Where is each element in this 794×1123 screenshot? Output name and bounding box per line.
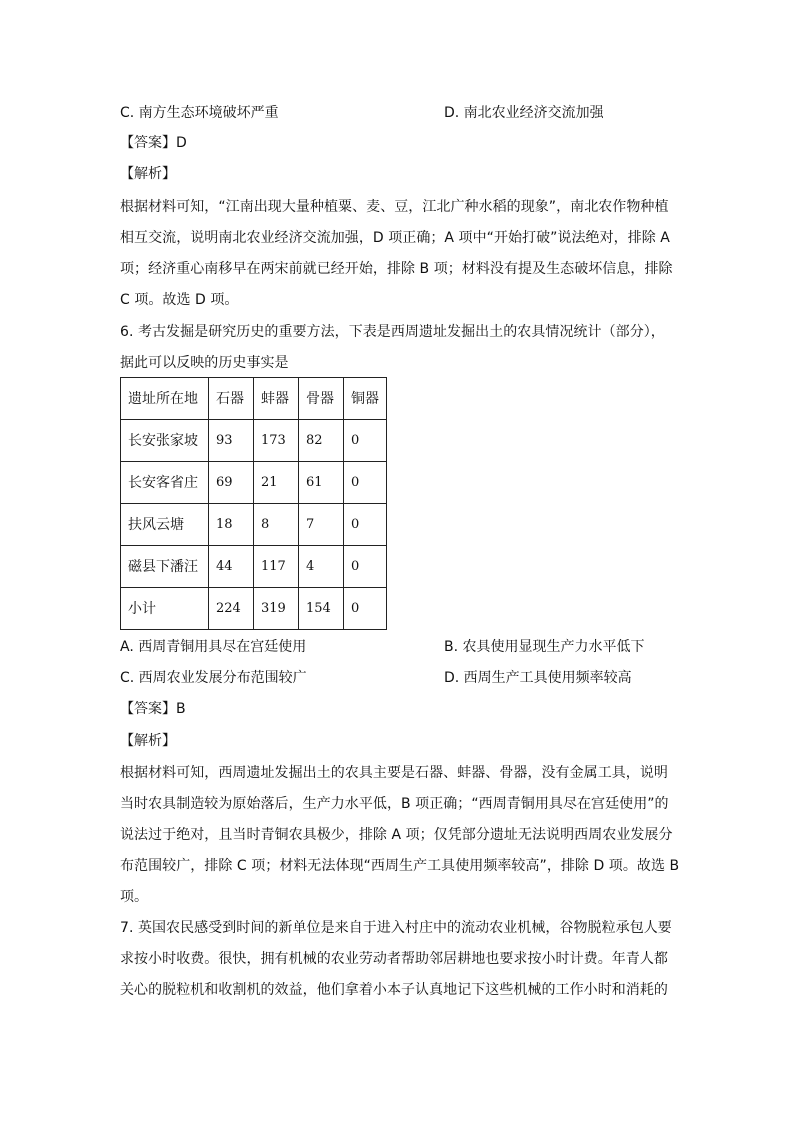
- q5-analysis-label: 【解析】: [120, 166, 176, 182]
- q6-option-d: D. 西周生产工具使用频率较高: [444, 670, 632, 686]
- table-cell: 18: [209, 504, 254, 546]
- table-cell: 长安张家坡: [121, 420, 209, 462]
- table-cell: 69: [209, 462, 254, 504]
- farm-tools-table: [120, 377, 387, 630]
- table-cell: 82: [299, 420, 344, 462]
- table-cell: 长安客省庄: [121, 462, 209, 504]
- table-cell: 0: [344, 420, 387, 462]
- table-row: [121, 504, 387, 546]
- q6-analysis-line: 根据材料可知，西周遗址发掘出土的农具主要是石器、蚌器、骨器，没有金属工具，说明: [120, 765, 668, 781]
- table-cell: 0: [344, 504, 387, 546]
- q6-stem-line: 6. 考古发掘是研究历史的重要方法，下表是西周遗址发掘出土的农具情况统计（部分），: [120, 324, 665, 340]
- table-row: [121, 546, 387, 588]
- table-row: [121, 420, 387, 462]
- table-header-cell: 遗址所在地: [121, 378, 209, 420]
- q6-analysis-line: 当时农具制造较为原始落后，生产力水平低，B 项正确；“西周青铜用具尽在宫廷使用”的: [120, 796, 669, 812]
- table-cell: 224: [209, 588, 254, 630]
- table-header-cell: 石器: [209, 378, 254, 420]
- q7-stem: [120, 918, 672, 1011]
- q7-stem-line: 7. 英国农民感受到时间的新单位是来自于进入村庄中的流动农业机械，谷物脱粒承包人要: [120, 920, 672, 936]
- table-cell: 61: [299, 462, 344, 504]
- q5-option-d: D. 南北农业经济交流加强: [444, 105, 604, 121]
- table-cell: 8: [254, 504, 299, 546]
- table-row: [121, 462, 387, 504]
- q5-answer: 【答案】D: [120, 135, 187, 151]
- q7-stem-line: 关心的脱粒机和收割机的效益，他们拿着小本子认真地记下这些机械的工作小时和消耗的: [120, 982, 668, 998]
- q5-analysis-text: [120, 197, 673, 321]
- q6-option-a: A. 西周青铜用具尽在宫廷使用: [120, 639, 307, 655]
- q6-analysis-label: 【解析】: [120, 733, 176, 749]
- q5-option-c: C. 南方生态环境破坏严重: [120, 105, 279, 121]
- table-header-cell: 铜器: [344, 378, 387, 420]
- q6-analysis-line: 布范围较广，排除 C 项；材料无法体现“西周生产工具使用频率较高”，排除 D 项。故选 B: [120, 858, 680, 874]
- table-cell: 0: [344, 546, 387, 588]
- table-cell: 154: [299, 588, 344, 630]
- table-cell: 173: [254, 420, 299, 462]
- table-cell: 4: [299, 546, 344, 588]
- table-total-row: [121, 588, 387, 630]
- table-cell: 117: [254, 546, 299, 588]
- table-header-cell: 骨器: [299, 378, 344, 420]
- q6-analysis-line: 项。: [120, 889, 149, 905]
- table-cell: 21: [254, 462, 299, 504]
- table-cell: 0: [344, 588, 387, 630]
- table-header-cell: 蚌器: [254, 378, 299, 420]
- table-cell: 7: [299, 504, 344, 546]
- table-header-row: [121, 378, 387, 420]
- table-cell: 磁县下潘汪: [121, 546, 209, 588]
- q7-stem-line: 求按小时收费。很快，拥有机械的农业劳动者帮助邻居耕地也要求按小时计费。年青人都: [120, 951, 668, 967]
- table-cell: 0: [344, 462, 387, 504]
- table-cell: 扶风云塘: [121, 504, 209, 546]
- table-cell: 319: [254, 588, 299, 630]
- q6-option-c: C. 西周农业发展分布范围较广: [120, 670, 307, 686]
- table-cell: 小计: [121, 588, 209, 630]
- q6-analysis-text: [120, 763, 680, 918]
- q6-stem: [120, 322, 668, 384]
- q5-analysis-line: 相互交流，说明南北农业经济交流加强，D 项正确；A 项中“开始打破”说法绝对，排除 A: [120, 230, 670, 246]
- q6-answer: 【答案】B: [120, 701, 186, 717]
- q6-stem-line: 据此可以反映的历史事实是: [120, 355, 289, 371]
- table-cell: 44: [209, 546, 254, 588]
- q5-analysis-line: 根据材料可知，“江南出现大量种植粟、麦、豆，江北广种水稻的现象”，南北农作物种植: [120, 199, 669, 215]
- q6-analysis-line: 说法过于绝对，且当时青铜农具极少，排除 A 项；仅凭部分遗址无法说明西周农业发展分: [120, 827, 673, 843]
- table-cell: 93: [209, 420, 254, 462]
- q5-analysis-line: C 项。故选 D 项。: [120, 292, 239, 308]
- q6-option-b: B. 农具使用显现生产力水平低下: [444, 639, 645, 655]
- q5-analysis-line: 项；经济重心南移早在两宋前就已经开始，排除 B 项；材料没有提及生态破坏信息，排除: [120, 261, 673, 277]
